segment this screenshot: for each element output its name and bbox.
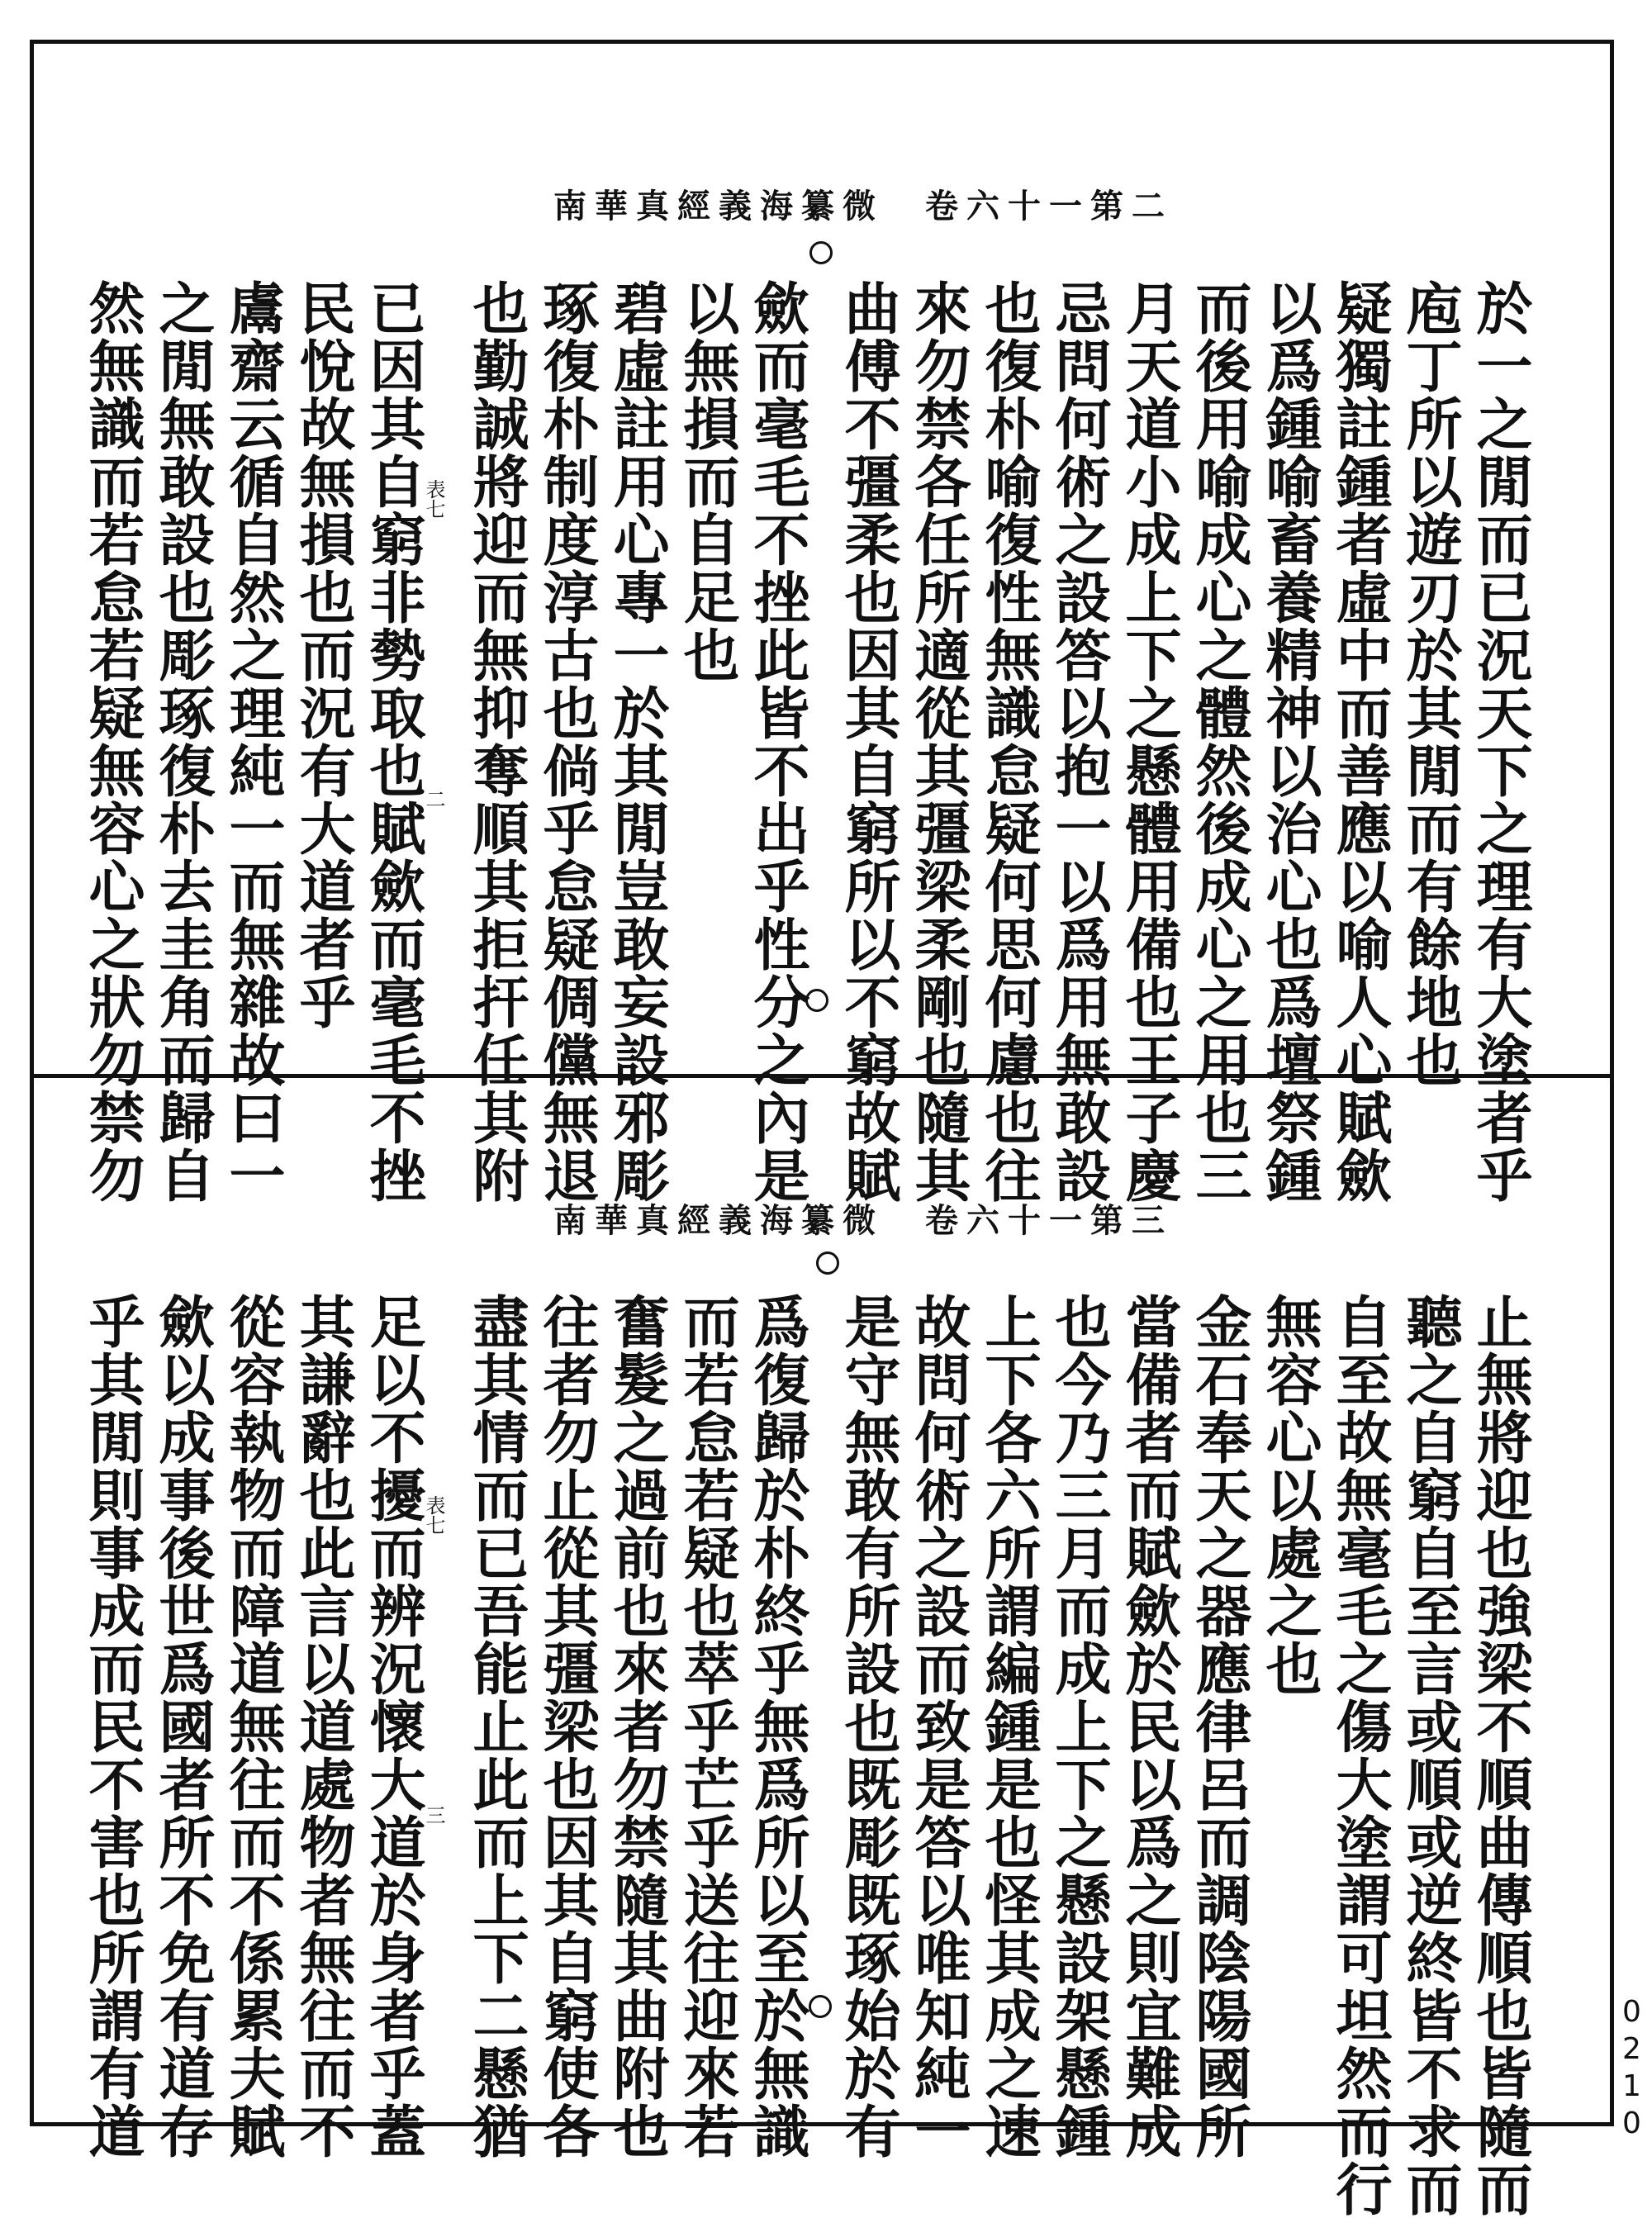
- text-column: 月天道小成上下之懸體用備也王子慶: [1116, 279, 1182, 1204]
- text-column: 以無損而自足也: [674, 279, 740, 684]
- text-column: 止無將迎也強梁不順曲傳順也皆隨而: [1467, 1293, 1533, 2218]
- text-column: 乎其閒則事成而民不害也所謂有道: [79, 1293, 145, 2160]
- text-column: 以爲鍾喻畜養精神以治心也爲壇祭鍾: [1256, 279, 1322, 1204]
- text-column: 碧虛註用心專一於其閒豈敢妄設邪彫: [604, 279, 670, 1204]
- top-page-header: 南華真經義海纂微 卷六十一第二: [553, 187, 1173, 226]
- text-column: 歛而毫毛不挫此皆不出乎性分之內是: [744, 279, 810, 1204]
- text-column: 疑獨註鍾者虛中而善應以喻人心賦歛: [1327, 279, 1393, 1204]
- text-column: 無容心以處之也: [1256, 1293, 1322, 1698]
- text-column: 其謙辭也此言以道處物者無往而不: [290, 1293, 356, 2160]
- text-column: 於一之閒而已況天下之理有大塗者乎: [1467, 279, 1533, 1204]
- text-column: 當備者而賦歛於民以爲之則宜難成: [1116, 1293, 1182, 2160]
- text-column: 然無識而若怠若疑無容心之狀勿禁勿: [79, 279, 145, 1204]
- page-number: 0210: [1615, 1995, 1649, 2144]
- text-column: 上下各六所謂編鍾是也怪其成之速: [976, 1293, 1042, 2160]
- block-marker: 表七: [422, 479, 445, 519]
- top-circle-mark: [809, 241, 833, 264]
- block-marker: 表七: [422, 1495, 445, 1535]
- text-column: 故問何術之設而致是答以唯知純一: [905, 1293, 971, 2160]
- text-column: 庖丁所以遊刃於其閒而有餘地也: [1397, 279, 1463, 1089]
- text-column: 也勤誠將迎而無抑奪順其拒扞任其附: [463, 279, 529, 1204]
- text-column: 曲傅不彊柔也因其自窮所以不窮故賦: [835, 279, 901, 1204]
- bottom-circle-mark: [816, 1251, 839, 1275]
- text-column: 也復朴喻復性無識怠疑何思何慮也往: [976, 279, 1042, 1204]
- block-number-marker: 三: [422, 1805, 445, 1825]
- text-column: 也今乃三月而成上下之懸設架懸鍾: [1046, 1293, 1112, 2160]
- text-column: 自至故無毫毛之傷大塗謂可坦然而行: [1327, 1293, 1393, 2218]
- bottom-page-header: 南華真經義海纂微 卷六十一第三: [553, 1201, 1173, 1240]
- text-column: 足以不擾而辨況懷大道於身者乎蓋: [360, 1293, 426, 2160]
- text-column: 奮髮之過前也來者勿禁隨其曲附也: [604, 1293, 670, 2160]
- text-column: 而後用喻成心之體然後成心之用也三: [1186, 279, 1252, 1204]
- text-column: 已因其自窮非勢取也賦歛而毫毛不挫: [360, 279, 426, 1204]
- text-column: 琢復朴制度淳古也倘乎怠疑倜儻無退: [534, 279, 600, 1204]
- text-column: 金石奉天之器應律呂而調陰陽國所: [1186, 1293, 1252, 2160]
- text-column: 盡其情而已吾能止此而上下二懸猶: [463, 1293, 529, 2160]
- text-column: 聽之自窮自至言或順或逆終皆不求而: [1397, 1293, 1463, 2218]
- text-column: 是守無敢有所設也既彫既琢始於有: [835, 1293, 901, 2160]
- text-column: 歛以成事後世爲國者所不免有道存: [150, 1293, 216, 2160]
- text-column: 來勿禁各任所適從其彊梁柔剛也隨其: [905, 279, 971, 1204]
- text-column: 爲復歸於朴終乎無爲所以至於無識: [744, 1293, 810, 2160]
- text-column: 往者勿止從其彊梁也因其自窮使各: [534, 1293, 600, 2160]
- text-column: 民悅故無損也而況有大道者乎: [290, 279, 356, 1031]
- text-column: 之閒無敢設也彫琢復朴去圭角而歸自: [150, 279, 216, 1204]
- text-column: 而若怠若疑也萃乎芒乎送往迎來若: [674, 1293, 740, 2160]
- text-column: 鬳齋云循自然之理純一而無雜故曰一: [220, 279, 286, 1204]
- text-column: 忌問何術之設答以抱一以爲用無敢設: [1046, 279, 1112, 1204]
- block-number-marker: 二: [422, 789, 445, 809]
- text-column: 從容執物而障道無往而不係累夫賦: [220, 1293, 286, 2160]
